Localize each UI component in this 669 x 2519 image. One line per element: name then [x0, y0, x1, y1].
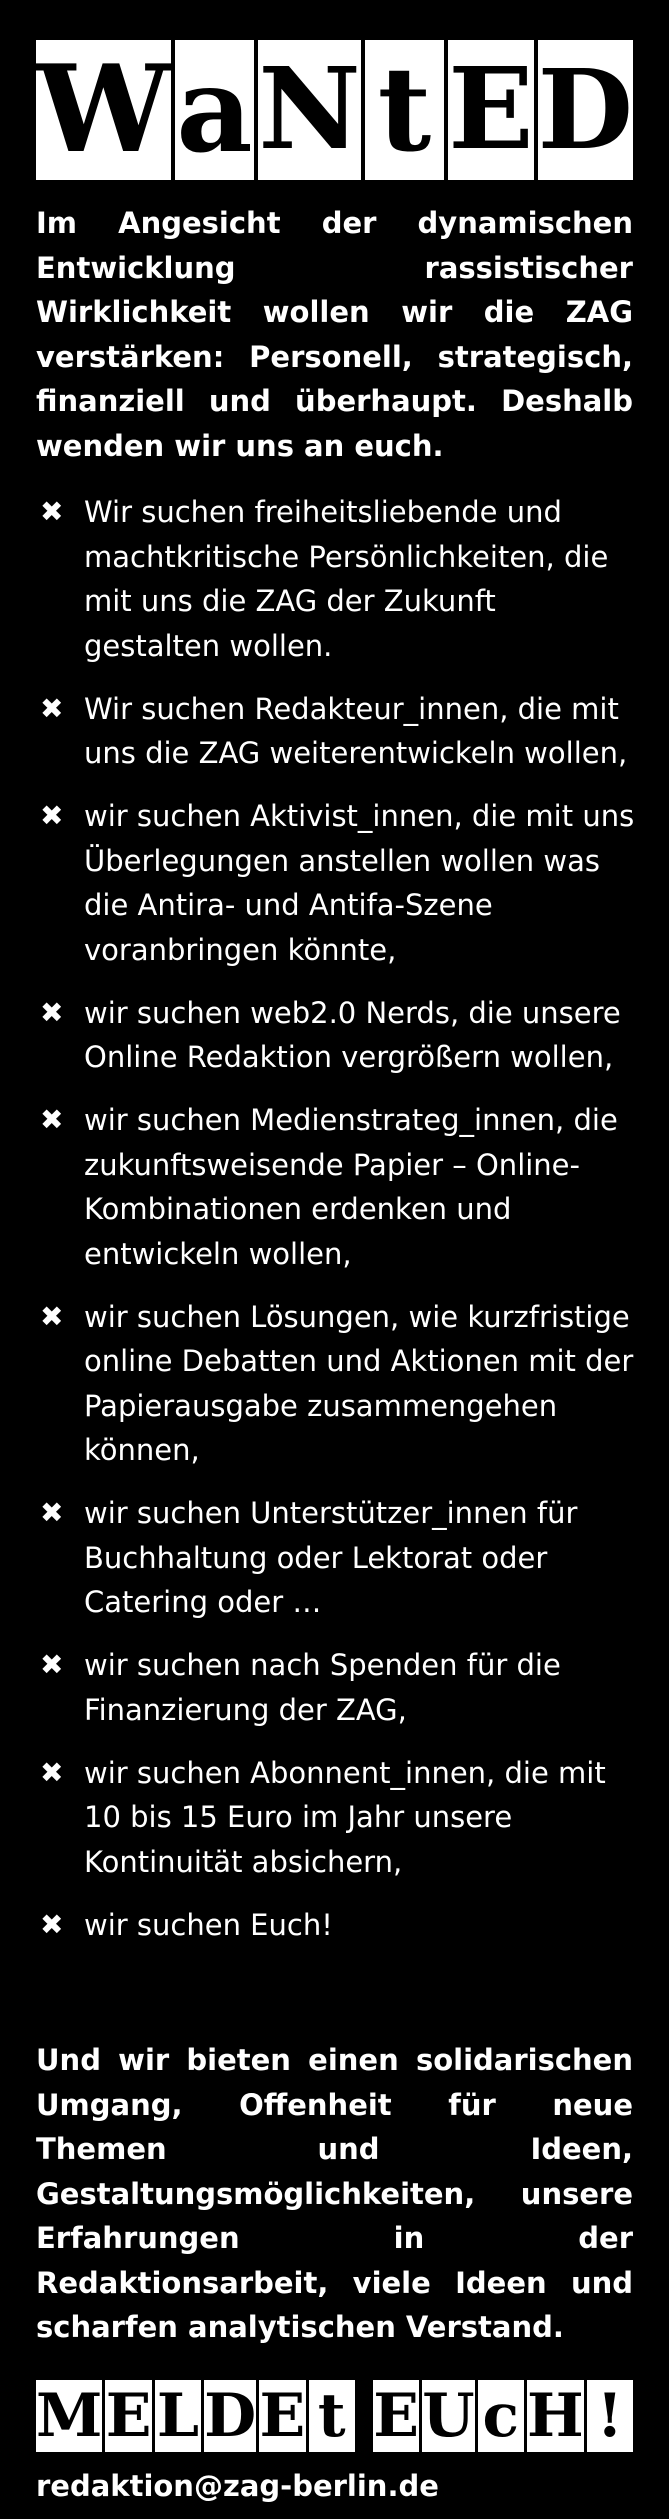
closing-heading [36, 2380, 633, 2452]
list-item [36, 1295, 636, 1473]
cross-mark-icon: ✖ [40, 1299, 64, 1333]
closing-letter: M [36, 2381, 103, 2451]
list-item-text: Wir suchen freiheitsliebende und machtkritische Persönlichkeiten, die mit uns die ZAG der Zukunft gestalten wollen. [84, 495, 609, 663]
list-item-text: wir suchen web2.0 Nerds, die unsere Online Redaktion vergrößern wollen, [84, 995, 621, 1074]
wanted-heading [36, 40, 633, 180]
list-item-text: wir suchen nach Spenden für die Finanzierung der ZAG, [84, 1648, 561, 1727]
wanted-list [36, 490, 636, 1966]
cross-mark-icon: ✖ [40, 1648, 64, 1681]
list-item-text: Wir suchen Redakteur_innen, die mit uns die ZAG weiterentwickeln wollen, [84, 691, 628, 770]
cross-mark-icon: ✖ [40, 1496, 64, 1529]
list-item [36, 991, 636, 1080]
cross-mark-icon: ✖ [40, 1103, 64, 1136]
closing-letter: U [422, 2381, 475, 2451]
closing-letter: t [309, 2380, 355, 2452]
closing-letter: E [105, 2381, 152, 2451]
word-spacer [358, 2380, 370, 2452]
closing-letter: H [526, 2381, 584, 2451]
list-item-text: wir suchen Abonnent_innen, die mit 10 bis 15 Euro im Jahr unsere Kontinuität absichern, [84, 1755, 606, 1879]
closing-letter: L [155, 2380, 201, 2452]
list-item-text: wir suchen Lösungen, wie kurzfristige online Debatten und Aktionen mit der Papierausgabe zusammengehen können, [84, 1299, 634, 1467]
closing-letter: D [204, 2381, 257, 2451]
heading-letter: D [538, 40, 633, 180]
contact-email: redaktion@zag-berlin.de [36, 2469, 439, 2503]
cross-mark-icon: ✖ [40, 495, 64, 528]
heading-letter: W [36, 39, 171, 180]
list-item [36, 1751, 636, 1885]
list-item [36, 1491, 636, 1625]
list-item [36, 794, 636, 972]
list-item-text: wir suchen Unterstützer_innen für Buchhaltung oder Lektorat oder Catering oder … [84, 1496, 578, 1619]
offer-paragraph: Und wir bieten einen solidarischen Umgang, Offenheit für neue Themen und Ideen, Gestaltungsmöglichkeiten, unsere Erfahrungen in der Redaktionsarbeit, viele Ideen und scharfen analytischen Verstand. [36, 2043, 633, 2344]
list-item [36, 1643, 636, 1732]
cross-mark-icon: ✖ [40, 1907, 64, 1941]
list-item [36, 687, 636, 776]
cross-mark-icon: ✖ [40, 799, 64, 832]
list-item [36, 1903, 636, 1948]
list-item-text: wir suchen Euch! [84, 1907, 333, 1942]
cross-mark-icon: ✖ [40, 995, 64, 1029]
list-item [36, 1098, 636, 1276]
cross-mark-icon: ✖ [40, 691, 64, 725]
intro-paragraph: Im Angesicht der dynamischen Entwicklung rassistischer Wirklichkeit wollen wir die ZAG verstärken: Personell, strategisch, finanziell und überhaupt. Deshalb wenden wir uns an euch. [36, 206, 633, 463]
list-item-text: wir suchen Medienstrateg_innen, die zukunftsweisende Papier – Online-Kombinationen erdenken und entwickeln wollen, [84, 1103, 618, 1271]
closing-letter: E [259, 2381, 306, 2451]
heading-letter: E [448, 40, 533, 180]
closing-letter: ! [587, 2380, 633, 2452]
closing-letter: c [478, 2380, 524, 2452]
heading-letter: a [176, 40, 253, 179]
closing-letter: E [373, 2381, 419, 2451]
list-item-text: wir suchen Aktivist_innen, die mit uns Überlegungen anstellen wollen was die Antira- und Antifa-Szene voranbringen könnte, [84, 799, 635, 967]
cross-mark-icon: ✖ [40, 1755, 64, 1789]
heading-letter: N [258, 40, 360, 180]
heading-letter: t [365, 40, 445, 180]
list-item [36, 490, 636, 668]
